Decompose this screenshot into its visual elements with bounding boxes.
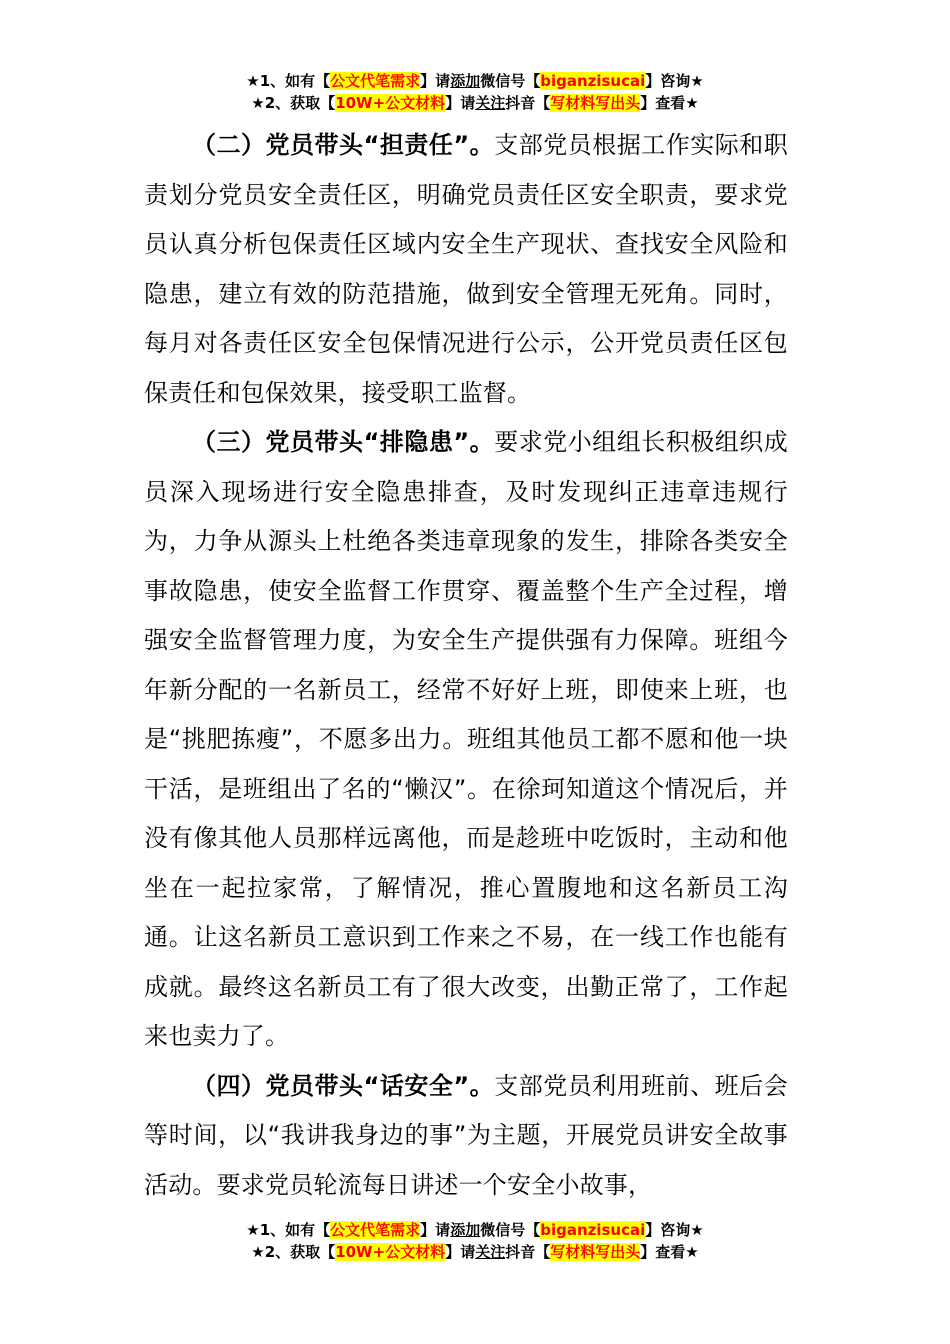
banner-highlight: 10W+公文材料	[335, 94, 446, 112]
header-banner	[0, 70, 950, 114]
banner-highlight: biganzisucai	[540, 1221, 646, 1239]
banner-underline: 添加	[450, 72, 481, 90]
banner-highlight: 公文代笔需求	[330, 72, 421, 90]
banner-highlight: 公文代笔需求	[330, 1221, 421, 1239]
paragraph-3	[144, 418, 788, 1062]
paragraph-text: 要求党小组组长积极组织成员深入现场进行安全隐患排查，及时发现纠正违章违规行为，力争从源头上杜绝各类违章现象的发生，排除各类安全事故隐患，使安全监督工作贯穿、覆盖整个生产全过程，增强安全监督管理力度，为安全生产提供强有力保障。班组今年新分配的一名新员工，经常不好好上班，即使来上班，也是“挑肥拣瘦”，不愿多出力。班组其他员工都不愿和他一块干活，是班组出了名的“懒汉”。在徐珂知道这个情况后，并没有像其他人员那样远离他，而是趁班中吃饭时，主动和他坐在一起拉家常，了解情况，推心置腹地和这名新员工沟通。让这名新员工意识到工作来之不易，在一线工作也能有成就。最终这名新员工有了很大改变，出勤正常了，工作起来也卖力了。	[144, 428, 788, 1050]
footer-banner	[0, 1219, 950, 1263]
banner-text: 】请	[420, 72, 451, 90]
banner-text: ★1、如有【	[246, 1221, 331, 1239]
paragraph-heading: （二）党员带头“担责任”。	[192, 131, 495, 159]
banner-text: 微信号【	[480, 1221, 541, 1239]
banner-text: 】请	[445, 1243, 476, 1261]
banner-highlight: 10W+公文材料	[335, 1243, 446, 1261]
header-banner-line-1	[0, 70, 950, 92]
paragraph-4	[144, 1062, 788, 1211]
banner-text: 】请	[420, 1221, 451, 1239]
paragraph-2	[144, 121, 788, 418]
banner-text: 抖音【	[505, 1243, 551, 1261]
paragraph-heading: （三）党员带头“排隐患”。	[192, 428, 495, 456]
paragraph-text: 支部党员根据工作实际和职责划分党员安全责任区，明确党员责任区安全职责，要求党员认真分析包保责任区域内安全生产现状、查找安全风险和隐患，建立有效的防范措施，做到安全管理无死角。同时，每月对各责任区安全包保情况进行公示，公开党员责任区包保责任和包保效果，接受职工监督。	[144, 131, 788, 407]
paragraph-text: 支部党员利用班前、班后会等时间，以“我讲我身边的事”为主题，开展党员讲安全故事活动。要求党员轮流每日讲述一个安全小故事，	[144, 1071, 788, 1199]
banner-text: 】咨询★	[645, 72, 704, 90]
banner-text: 抖音【	[505, 94, 551, 112]
footer-banner-line-2	[0, 1241, 950, 1263]
banner-text: 】咨询★	[645, 1221, 704, 1239]
header-banner-line-2	[0, 92, 950, 114]
banner-text: 微信号【	[480, 72, 541, 90]
footer-banner-line-1	[0, 1219, 950, 1241]
document-body	[144, 121, 788, 1210]
banner-underline: 关注	[475, 94, 506, 112]
banner-text: 】查看★	[640, 94, 699, 112]
banner-text: ★2、获取【	[251, 1243, 336, 1261]
banner-text: 】请	[445, 94, 476, 112]
banner-underline: 添加	[450, 1221, 481, 1239]
banner-text: ★1、如有【	[246, 72, 331, 90]
banner-highlight: 写材料写出头	[550, 94, 641, 112]
banner-highlight: 写材料写出头	[550, 1243, 641, 1261]
banner-text: 】查看★	[640, 1243, 699, 1261]
banner-highlight: biganzisucai	[540, 72, 646, 90]
banner-underline: 关注	[475, 1243, 506, 1261]
banner-text: ★2、获取【	[251, 94, 336, 112]
paragraph-heading: （四）党员带头“话安全”。	[192, 1071, 495, 1100]
